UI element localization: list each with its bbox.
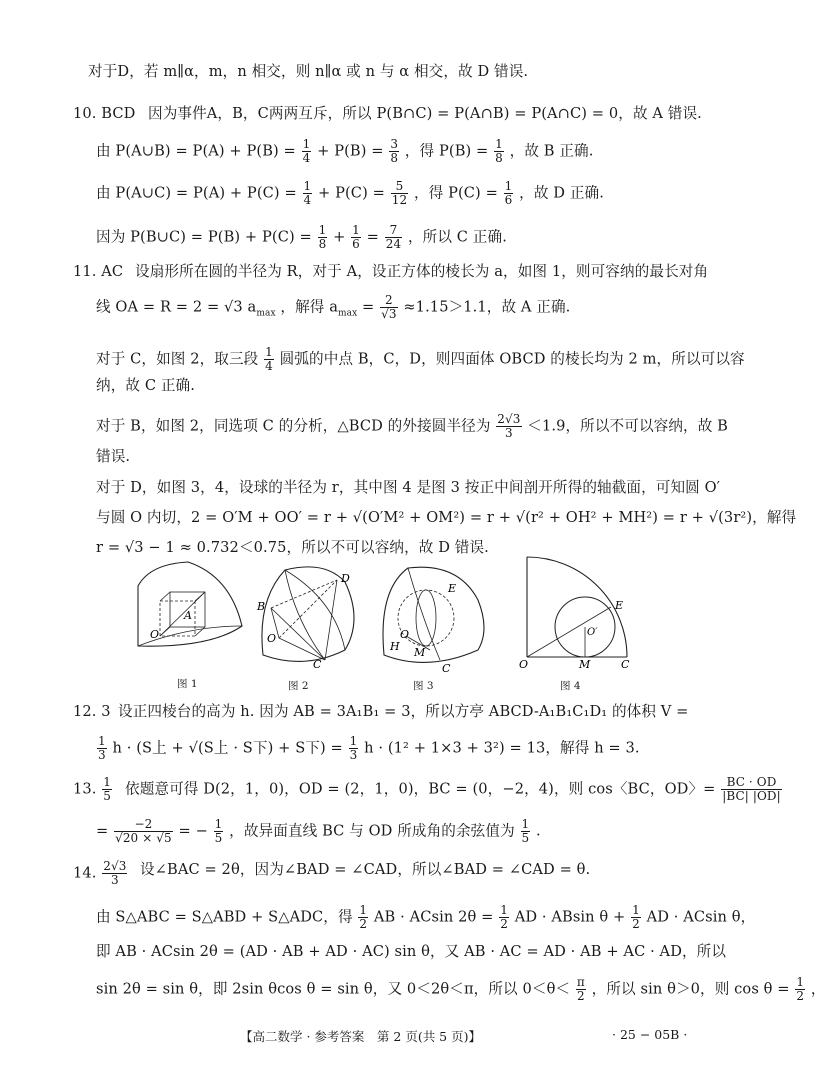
numerator: 1 (318, 223, 327, 237)
footer-title: 【高二数学 · 参考答案 第 2 页(共 5 页)】 (240, 1029, 481, 1044)
q12-line-1: 设正四棱台的高为 h. 因为 AB = 3A₁B₁ = 3，所以方亭 ABCD-A₁B₁C₁D₁ 的体积 V = (118, 703, 689, 720)
fraction (97, 735, 107, 762)
text: = (96, 822, 109, 840)
meridian (285, 570, 325, 660)
denominator: 3 (349, 748, 358, 762)
q12-label: 12. 3 (73, 703, 111, 720)
text: h · (1² + 1×3 + 3²) = 13，解得 h = 3. (364, 739, 640, 757)
q11-line-2 (96, 294, 570, 323)
numerator: 1 (352, 223, 360, 237)
text: 线 OA = R = 2 = √3 a (96, 298, 257, 316)
q14-line-4 (96, 976, 826, 1003)
numerator: 1 (265, 345, 273, 359)
q11-line-6: 错误. (96, 448, 131, 465)
fraction (114, 818, 173, 845)
numerator: 5 (391, 180, 408, 194)
quarter-arc (527, 557, 627, 657)
fraction (385, 224, 402, 251)
fraction (214, 818, 224, 845)
text: ，所以 C 正确. (407, 228, 507, 246)
text: AD · ABsin θ + (514, 908, 626, 926)
text: sin 2θ = sin θ，即 2sin θcos θ = sin θ，又 0＜2θ＜π，所以 0＜θ＜ (96, 980, 571, 998)
fraction (391, 180, 408, 207)
fraction (504, 180, 514, 207)
text: . (536, 822, 541, 840)
numerator: 2 (380, 294, 397, 308)
figure-4-caption: 图 4 (560, 680, 581, 692)
figure-2-caption: 图 2 (288, 680, 309, 692)
numerator: 1 (504, 179, 513, 193)
numerator: 2√3 (497, 412, 521, 426)
q10-line-1: 因为事件A，B，C两两互斥，所以 P(B∩C) = P(A∩B) = P(A∩C) = 0，故 A 错误. (148, 105, 702, 122)
q10-label: 10. BCD (73, 105, 136, 122)
numerator: 1 (302, 137, 311, 151)
label-m: M (579, 658, 591, 671)
q11-label: 11. AC (73, 263, 124, 280)
text: + P(C) = (318, 184, 385, 202)
q10-line-3 (96, 180, 604, 207)
numerator: 1 (103, 775, 112, 789)
fraction (302, 138, 312, 165)
denominator: |BC| |OD| (722, 789, 781, 803)
fraction (496, 413, 521, 440)
cube-edge (195, 627, 205, 636)
q13-number: 13. (73, 780, 97, 798)
text: 由 P(A∪B) = P(A) + P(B) = (96, 142, 296, 160)
denominator: 2 (632, 917, 640, 931)
numerator: π (576, 975, 585, 989)
q14-line-2 (96, 904, 755, 931)
label-c: C (442, 662, 451, 675)
text: = (362, 298, 375, 316)
label-o: O (267, 632, 277, 645)
cube-edge (160, 592, 170, 601)
fraction (631, 904, 641, 931)
fraction (721, 776, 782, 803)
fraction (576, 976, 586, 1003)
text: ，得 P(B) = (404, 142, 489, 160)
numerator: 1 (214, 817, 223, 831)
numerator: 1 (98, 734, 106, 748)
denominator: 5 (103, 789, 112, 803)
denominator: 4 (302, 151, 311, 165)
fraction (318, 224, 328, 251)
label-o: O (400, 628, 410, 641)
q14-line-1: 设∠BAC = 2θ，因为∠BAD = ∠CAD，所以∠BAD = ∠CAD = θ. (140, 861, 591, 878)
fraction (389, 138, 399, 165)
q13-line-1 (125, 776, 783, 803)
fraction (494, 138, 504, 165)
text: = (366, 228, 379, 246)
text: 对于 B，如图 2，同选项 C 的分析，△BCD 的外接圆半径为 (96, 417, 491, 435)
fraction (380, 294, 397, 321)
text: 由 S△ABC = S△ABD + S△ADC，得 (96, 908, 353, 926)
figure-4 (515, 555, 635, 670)
q11-line-3 (96, 346, 745, 373)
denominator: 6 (352, 237, 360, 251)
q11-line-5 (96, 413, 728, 440)
text: 由 P(A∪C) = P(A) + P(C) = (96, 184, 297, 202)
text: ，故 B 正确. (509, 142, 594, 160)
q11-line-4: 纳，故 C 正确. (96, 377, 195, 394)
q13-label (73, 776, 113, 803)
numerator: 1 (796, 975, 805, 989)
line-1: 对于D，若 m∥α，m，n 相交，则 n∥α 或 n 与 α 相交，故 D 错误. (88, 63, 529, 80)
denominator: 3 (111, 873, 119, 887)
denominator: 2 (500, 917, 508, 931)
label-h: H (390, 640, 400, 653)
fraction (303, 180, 313, 207)
denominator: 5 (214, 831, 223, 845)
q10-line-2 (96, 138, 593, 165)
edge-oc (279, 638, 325, 660)
label-d: D (341, 572, 350, 585)
numerator: 1 (632, 903, 640, 917)
q11-line-1: 设扇形所在圆的半径为 R，对于 A，设正方体的棱长为 a，如图 1，则可容纳的最长对角 (135, 263, 709, 280)
meridian (285, 570, 345, 650)
q11-line-9: r = √3 − 1 ≈ 0.732＜0.75，所以不可以容纳，故 D 错误. (96, 539, 489, 556)
denominator: 3 (505, 426, 513, 440)
text: 对于 C，如图 2，取三段 (96, 350, 259, 368)
q14-label (73, 860, 128, 887)
fraction (499, 904, 509, 931)
denominator: 6 (504, 193, 513, 207)
text: h · (S上 + √(S上 · S下) + S下) = (112, 739, 343, 757)
subscript: max (256, 308, 276, 319)
numerator: 3 (390, 137, 399, 151)
denominator: √3 (381, 307, 397, 321)
q14-number: 14. (73, 864, 97, 882)
q11-line-7: 对于 D，如图 3，4，设球的半径为 r，其中图 4 是图 3 按正中间剖开所得的轴截面，可知圆 O′ (96, 479, 721, 496)
numerator: 2√3 (103, 859, 127, 873)
text: + P(B) = (317, 142, 384, 160)
text: ，故 D 正确. (519, 184, 604, 202)
fraction (358, 904, 368, 931)
answer-fraction (102, 776, 112, 803)
numerator: 1 (303, 179, 312, 193)
label-c: C (313, 658, 322, 671)
label-o: O (150, 628, 160, 641)
label-a: A (184, 609, 192, 622)
q10-line-4 (96, 224, 507, 251)
fraction (349, 735, 359, 762)
figure-1-caption: 图 1 (177, 678, 198, 690)
q14-line-3: 即 AB · ACsin 2θ = (AD · AB + AD · AC) sin θ，又 AB · AC = AD · AB + AC · AD，所以 (96, 943, 727, 960)
q11-line-8: 与圆 O 内切，2 = O′M + OO′ = r + √(O′M² + OM²) = r + √(r² + OH² + MH²) = r + √(3r²)，解得 (96, 509, 797, 526)
subscript: max (338, 308, 358, 319)
numerator: 7 (385, 224, 402, 238)
text: ，得 P(C) = (413, 184, 498, 202)
denominator: 5 (521, 831, 530, 845)
text: ，所以 sin θ＞0，则 cos θ = (591, 980, 790, 998)
text: ， (810, 980, 826, 998)
numerator: −2 (114, 818, 173, 832)
edge-bc (271, 608, 325, 660)
text: + (333, 228, 346, 246)
label-e: E (615, 599, 624, 612)
figure-3-caption: 图 3 (413, 680, 434, 692)
denominator: 12 (391, 193, 408, 207)
denominator: 8 (390, 151, 399, 165)
numerator: 1 (495, 137, 503, 151)
label-e: E (448, 582, 457, 595)
q13-line-2 (96, 818, 541, 845)
denominator: 4 (303, 193, 312, 207)
figure-2 (255, 560, 365, 670)
text: AB · ACsin 2θ = (373, 908, 494, 926)
text: ≈1.15＞1.1，故 A 正确. (403, 298, 571, 316)
fraction (351, 224, 361, 251)
text: = − (178, 822, 208, 840)
numerator: 1 (359, 903, 368, 917)
denominator: 2 (577, 989, 585, 1003)
denominator: 3 (98, 748, 106, 762)
label-c: C (621, 658, 630, 671)
denominator: 24 (385, 237, 402, 251)
text: ，故异面直线 BC 与 OD 所成角的余弦值为 (229, 822, 515, 840)
line-oe (527, 607, 611, 657)
label-m: M (414, 646, 426, 659)
edge-dc (325, 580, 337, 660)
denominator: 2 (796, 989, 805, 1003)
fraction (264, 346, 274, 373)
figure-3 (378, 560, 493, 675)
text: ，解得 a (280, 298, 339, 316)
label-b: B (257, 600, 266, 613)
label-o-prime: O′ (587, 627, 598, 638)
numerator: 1 (500, 903, 508, 917)
answer-fraction (102, 860, 127, 887)
q12-line-2 (96, 735, 640, 762)
text: AD · ACsin θ， (646, 908, 756, 926)
denominator: 8 (318, 237, 327, 251)
numerator: 1 (521, 817, 530, 831)
label-o: O (519, 658, 529, 671)
denominator: 8 (495, 151, 503, 165)
footer-code: · 25 − 05B · (612, 1027, 688, 1042)
figure-1 (130, 556, 250, 656)
text: 依题意可得 D(2，1，0)，OD = (2，1，0)，BC = (0，−2，4)，则 cos〈BC，OD〉= (125, 780, 716, 798)
text: 圆弧的中点 B，C，D，则四面体 OBCD 的棱长均为 2 m，所以可以容 (279, 350, 745, 368)
numerator: 1 (349, 734, 358, 748)
denominator: 2 (359, 917, 368, 931)
denominator: 4 (265, 359, 273, 373)
sphere-ring (416, 590, 436, 646)
fraction (795, 976, 805, 1003)
numerator: BC · OD (721, 776, 782, 790)
edge-bd (271, 580, 337, 608)
denominator: √20 × √5 (115, 831, 172, 845)
text: ＜1.9，所以不可以容纳，故 B (527, 417, 728, 435)
fraction (521, 818, 531, 845)
text: 因为 P(B∪C) = P(B) + P(C) = (96, 228, 312, 246)
